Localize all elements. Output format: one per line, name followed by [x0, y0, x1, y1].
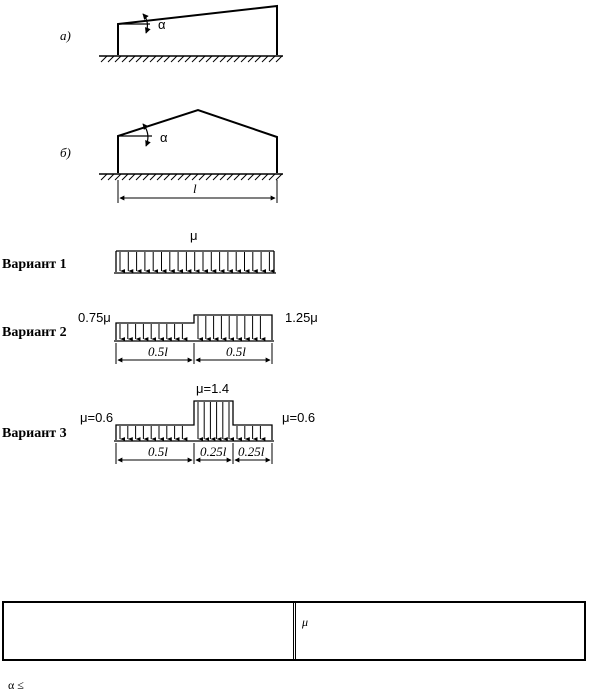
- variant-2-title: Вариант 2: [2, 325, 67, 340]
- bottom-table: [2, 601, 586, 661]
- angle-label-a: α: [158, 17, 166, 32]
- variant-3-right-load: μ=0.6: [282, 410, 316, 425]
- footer-text: α ≤: [8, 678, 24, 692]
- variant-1-scheme: [2, 228, 276, 273]
- variant-1-load-label: μ: [190, 228, 198, 243]
- variant-2-dim-right: 0.5l: [226, 344, 246, 359]
- variant-3-dim-3: 0.25l: [238, 444, 265, 459]
- variant-3-mid-load: μ=1.4: [196, 381, 230, 396]
- ground-hatch-a: [101, 56, 282, 62]
- variant-2-left-load: 0.75μ: [78, 310, 111, 325]
- variant-3-dim-2: 0.25l: [200, 444, 227, 459]
- variant-2-dim-left: 0.5l: [148, 344, 168, 359]
- fig-b-label: б): [60, 145, 71, 160]
- variant-2-load-arrows: [120, 316, 260, 339]
- building-a: [60, 6, 283, 62]
- angle-label-b: α: [160, 130, 168, 145]
- variant-3-title: Вариант 3: [2, 426, 67, 441]
- span-label: l: [193, 181, 197, 196]
- fig-a-label: а): [60, 28, 71, 43]
- variant-2-scheme: [2, 310, 318, 364]
- variant-3-left-load: μ=0.6: [80, 410, 114, 425]
- ground-hatch-b: [101, 174, 282, 180]
- variant-3-load-arrows: [120, 402, 260, 439]
- variant-3-dim-1: 0.5l: [148, 444, 168, 459]
- variant-3-scheme: [2, 381, 315, 464]
- building-b: [60, 110, 283, 203]
- table-cell-left: [4, 603, 296, 659]
- variant-2-right-load: 1.25μ: [285, 310, 318, 325]
- variant-1-load-arrows: [120, 252, 269, 271]
- variant-1-title: Вариант 1: [2, 257, 67, 272]
- table-cell-right: μ: [302, 615, 309, 629]
